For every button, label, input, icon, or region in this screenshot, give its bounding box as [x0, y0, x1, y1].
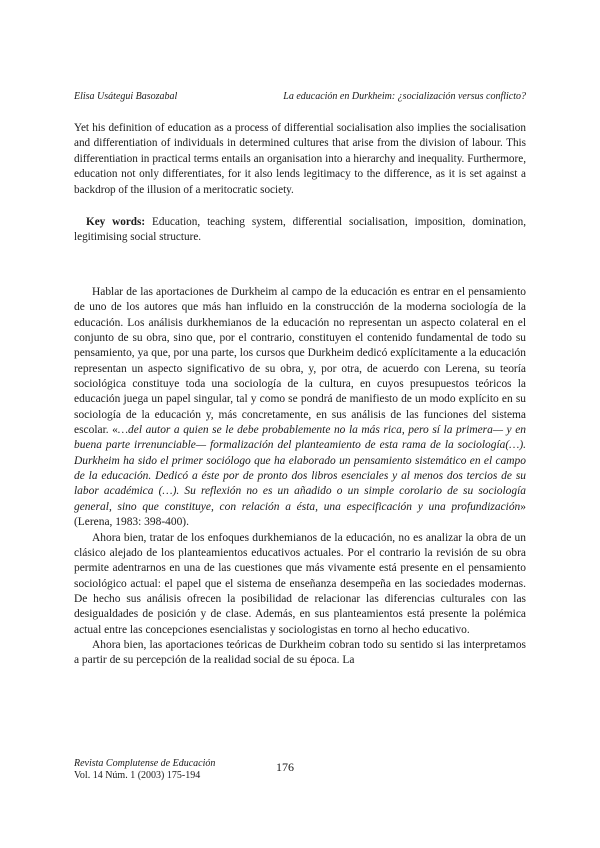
- paragraph-1-intro: Hablar de las aportaciones de Durkheim al campo de la educación es entrar en el pensamiento de uno de los autores que más han influido en la construcción de la moderna sociología de la educación. Los análisis durkhemianos de la educación no representan un aspecto colateral en el conjunto de su obra, sino que, por el contrario, constituyen el contenido fundamental de todo su pensamiento, ya que, por una parte, los cursos que Durkheim dedicó explícitamente a la educación representan un aspecto significativo de su obra, y, por otra, de acuerdo con Lerena, su teoría sociológica constituye toda una sociología de la cultura, en cuyos presupuestos teóricos la educación juega un papel singular, tal y como se pondrá de manifiesto de un modo explícito en su sociología de la educación y, más concretamente, en sus análisis de las funciones del sistema escolar. «: [74, 286, 526, 437]
- footer: [74, 758, 526, 781]
- footer-volume: Vol. 14 Núm. 1 (2003) 175-194: [74, 770, 201, 781]
- running-head-title: La educación en Durkheim: ¿socialización versus conflicto?: [283, 91, 526, 102]
- keywords-label: Key words:: [86, 216, 146, 228]
- keywords-text: Education, teaching system, differential socialisation, imposition, domination, legitimising social structure.: [74, 216, 526, 244]
- running-head: [74, 91, 526, 102]
- body-paragraph-3: Ahora bien, las aportaciones teóricas de Durkheim cobran todo su sentido si las interpretamos a partir de su percepción de la realidad social de su época. La: [74, 638, 526, 667]
- body-paragraph-2: Ahora bien, tratar de los enfoques durkhemianos de la educación, no es analizar la obra de un clásico alejado de los planteamientos educativos actuales. Por el contrario la revisión de su obra permite adentrarnos en una de las cuestiones que más vivamente está presente en el pensamiento sociológico actual: el papel que el sistema de enseñanza desempeña en las sociedades modernas. De hecho sus análisis ofrecen la posibilidad de relacionar las diferencias culturales con las desigualdades de posición y de clase. Además, en sus planteamientos está presente la polémica actual entre las concepciones esencialistas y sociologistas en torno al hecho educativo.: [74, 531, 526, 636]
- keywords-paragraph: [74, 215, 526, 246]
- lerena-quote: …del autor a quien se le debe probablemente no la más rica, pero sí la primera— y en buena parte irrenunciable— formalización del planteamiento de esta rama de la sociología(…). Durkheim ha sido el primer sociólogo que ha elaborado un pensamiento sistemático en el campo de la educación. Dedicó a éste por de pronto dos libros esenciales y al menos dos tercios de su labor académica (…). Su reflexión no es un añadido o un simple corolario de su sociología general, sino que constituye, con relación a ésta, una especificación y una profundización: [74, 424, 526, 513]
- running-head-author: Elisa Usátegui Basozabal: [74, 91, 178, 102]
- page-number: 176: [276, 760, 294, 774]
- quote-citation: » (Lerena, 1983: 398-400).: [74, 500, 526, 529]
- abstract-paragraph: Yet his definition of education as a process of differential socialisation also implies the socialisation and differentiation of individuals in determined cultures that arise from the division of labour. This differentiation in practical terms entails an organisation into a hierarchy and inequality. Furthermore, education not only differentiates, for it also lends legitimacy to the difference, as it is set against a backdrop of the illusion of a meritocratic society.: [74, 122, 526, 196]
- body-paragraph-1: [74, 285, 526, 531]
- footer-journal: Revista Complutense de Educación: [74, 758, 216, 769]
- body-text: [74, 285, 526, 669]
